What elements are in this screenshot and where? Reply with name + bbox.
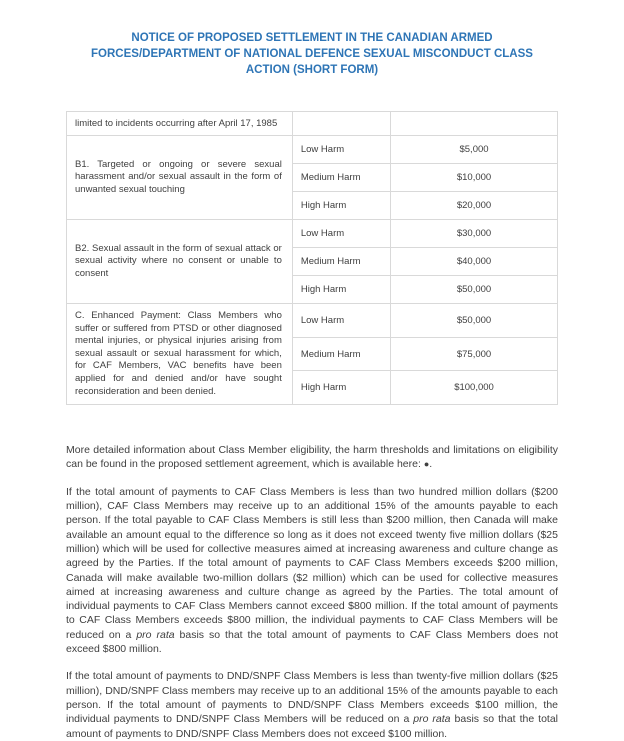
table-cell-intro-text: limited to incidents occurring after April 17, 1985 — [67, 112, 293, 136]
payment-tiers-table-body — [67, 112, 558, 405]
paragraph-eligibility-info — [66, 443, 558, 472]
paragraph-segment: pro rata — [136, 628, 175, 641]
table-cell-amount: $30,000 — [391, 220, 558, 248]
table-cell-empty — [391, 112, 558, 136]
notice-title-line: FORCES/DEPARTMENT OF NATIONAL DEFENCE SEXUAL MISCONDUCT CLASS — [91, 48, 533, 60]
table-cell-harm-level: Medium Harm — [292, 164, 390, 192]
notice-title-line: NOTICE OF PROPOSED SETTLEMENT IN THE CANADIAN ARMED — [131, 32, 493, 44]
table-cell-amount: $10,000 — [391, 164, 558, 192]
table-row-harm-tier — [67, 304, 558, 338]
notice-title — [66, 30, 558, 78]
table-cell-amount: $50,000 — [391, 276, 558, 304]
table-cell-harm-level: High Harm — [292, 276, 390, 304]
payment-tiers-table — [66, 111, 558, 405]
table-cell-harm-level: Medium Harm — [292, 337, 390, 371]
paragraph-segment: pro rata — [413, 713, 451, 726]
table-cell-harm-level: Low Harm — [292, 220, 390, 248]
paragraph-segment: More detailed information about Class Member eligibility, the harm thresholds and limitations on eligibility can be found in the proposed settlement agreement, which is available here: — [66, 444, 558, 471]
table-cell-amount: $40,000 — [391, 248, 558, 276]
paragraph-caf-payments — [66, 485, 558, 657]
table-row-harm-tier — [67, 220, 558, 248]
table-cell-harm-level: Low Harm — [292, 304, 390, 338]
table-cell-harm-level: High Harm — [292, 192, 390, 220]
table-cell-amount: $20,000 — [391, 192, 558, 220]
paragraph-dnd-snpf-payments — [66, 669, 558, 740]
paragraph-segment: If the total amount of payments to CAF Class Members is less than two hundred million dollars ($200 million), CAF Class Members may receive up to an additional 15% of the amounts payable to each person. If the total payable to CAF Class Members is still less than $200 million, then Canada will make available an amount equal to the difference so long as it does not exceed twenty five million dollars ($25 million) which will be used for collective measures aimed at increasing awareness and culture change as agreed by the Parties. If the total amount of payments to CAF Class Members exceeds $200 million, Canada will make available two-million dollars ($2 million) which can be used for collective measures aimed at increasing awareness and culture change as agreed by the Parties. The total amount of individual payments to CAF Class Members cannot exceed $800 million. If the total amount of payments to CAF Class Members exceeds $800 million, the individual payments to CAF Class Members will be reduced on a — [66, 485, 558, 641]
paragraph-segment: basis so that the total amount of payments to DND/SNPF Class Members does not exceed $100 million. — [66, 713, 558, 740]
paragraph-segment: basis so that the total amount of payments to CAF Class Members does not exceed $800 million. — [66, 628, 558, 656]
table-row-intro — [67, 112, 558, 136]
table-cell-harm-level: Low Harm — [292, 136, 390, 164]
table-cell-category-description: B2. Sexual assault in the form of sexual attack or sexual activity where no consent or unable to consent — [67, 220, 293, 304]
paragraph-segment: . — [429, 458, 433, 471]
table-cell-amount: $75,000 — [391, 337, 558, 371]
table-cell-amount: $5,000 — [391, 136, 558, 164]
table-cell-amount: $50,000 — [391, 304, 558, 338]
notice-title-line: ACTION (SHORT FORM) — [245, 64, 379, 76]
table-cell-category-description: B1. Targeted or ongoing or severe sexual harassment and/or sexual assault in the form of unwanted sexual touching — [67, 136, 293, 220]
table-row-harm-tier — [67, 136, 558, 164]
paragraph-segment: If the total amount of payments to DND/SNPF Class Members is less than twenty-five million dollars ($25 million), DND/SNPF Class members may receive up to an additional 15% of the amounts payable to each person. If the total amount of payments to DND/SNPF Class Members exceeds $100 million, the individual payments to DND/SNPF Class Members will be reduced on a — [66, 670, 558, 726]
table-cell-amount: $100,000 — [391, 371, 558, 405]
link-placeholder-bullet: ● — [423, 459, 430, 470]
table-cell-harm-level: High Harm — [292, 371, 390, 405]
table-cell-harm-level: Medium Harm — [292, 248, 390, 276]
table-cell-category-description: C. Enhanced Payment: Class Members who suffer or suffered from PTSD or other diagnosed mental injuries, or physical injuries arising from sexual assault or sexual harassment for which, for CAF Members, VAC benefits have been applied for and denied and/or have sought reconsideration and been denied. — [67, 304, 293, 405]
table-cell-empty — [292, 112, 390, 136]
